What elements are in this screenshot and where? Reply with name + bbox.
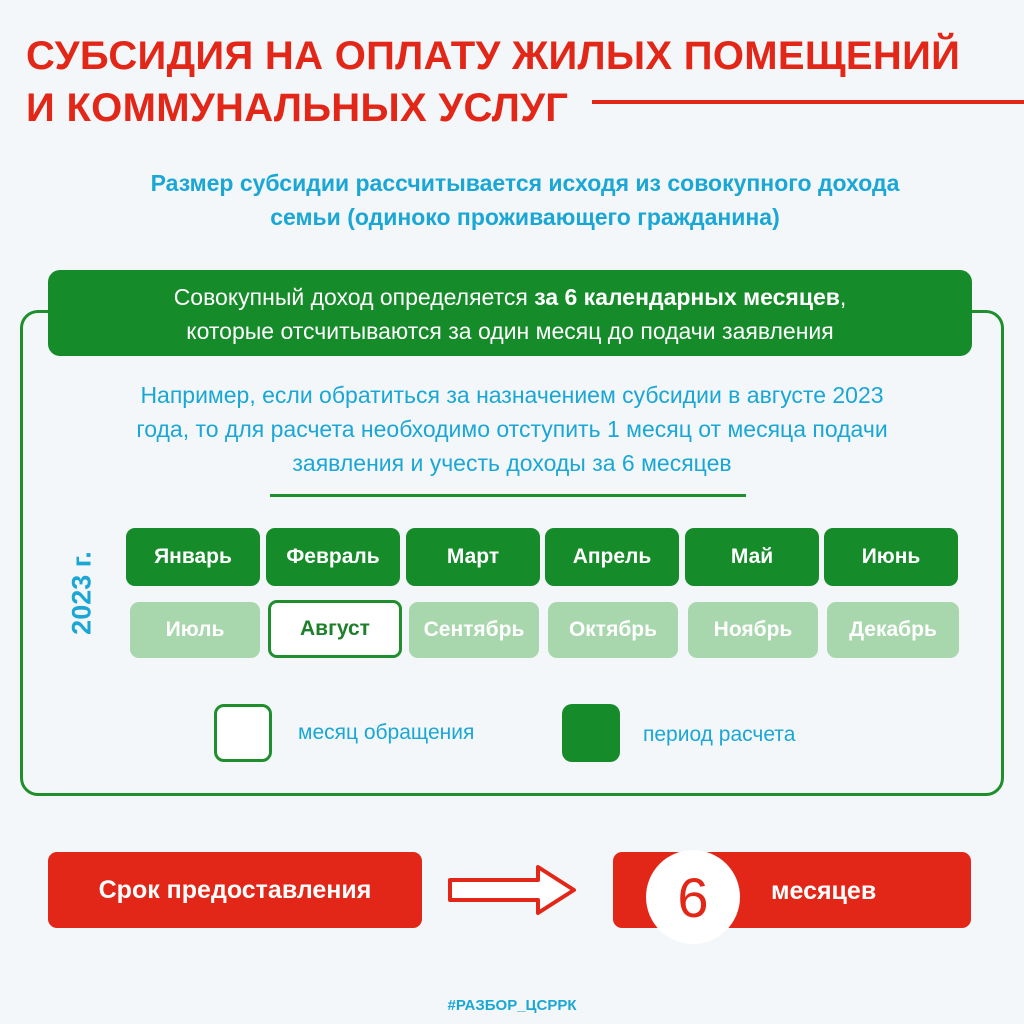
divider (270, 494, 746, 497)
legend-period-label: период расчета (643, 723, 796, 746)
example-line-3: заявления и учесть доходы за 6 месяцев (292, 450, 732, 476)
subtitle-line-1: Размер субсидии рассчитывается исходя из совокупного дохода (150, 170, 900, 196)
legend-period-swatch (562, 704, 620, 762)
income-banner (48, 270, 972, 356)
banner-text-bold: за 6 календарных месяцев (534, 284, 840, 310)
month-may: Май (685, 528, 819, 586)
banner-text-after: , (839, 284, 847, 310)
month-february: Февраль (266, 528, 400, 586)
month-july: Июль (130, 602, 260, 658)
month-september: Сентябрь (409, 602, 539, 658)
banner-line-2: которые отсчитываются за один месяц до подачи заявления (186, 318, 834, 344)
term-label-box: Срок предоставления (48, 852, 422, 928)
example-text (40, 378, 984, 480)
month-march: Март (406, 528, 540, 586)
term-number: 6 (646, 850, 740, 944)
title-line-1: СУБСИДИЯ НА ОПЛАТУ ЖИЛЫХ ПОМЕЩЕНИЙ (26, 34, 961, 78)
subtitle-line-2: семьи (одиноко проживающего гражданина) (270, 204, 780, 230)
legend-apply-label: месяц обращения (298, 721, 475, 744)
example-line-2: года, то для расчета необходимо отступить 1 месяц от месяца подачи (136, 416, 888, 442)
title-underline (592, 100, 1024, 104)
month-june: Июнь (824, 528, 958, 586)
legend-apply-swatch (214, 704, 272, 762)
year-label: 2023 г. (66, 551, 97, 635)
month-august: Август (268, 600, 402, 658)
page-title (26, 30, 960, 134)
month-january: Январь (126, 528, 260, 586)
month-april: Апрель (545, 528, 679, 586)
banner-text-before: Совокупный доход определяется (173, 284, 535, 310)
arrow-right-icon (446, 862, 580, 918)
subtitle (40, 166, 1010, 234)
example-line-1: Например, если обратиться за назначением субсидии в августе 2023 (140, 382, 884, 408)
title-line-2: И КОММУНАЛЬНЫХ УСЛУГ (26, 86, 569, 130)
month-november: Ноябрь (688, 602, 818, 658)
month-december: Декабрь (827, 602, 959, 658)
term-unit: месяцев (771, 877, 877, 905)
footer-hashtag: #РАЗБОР_ЦСРРК (447, 997, 577, 1014)
month-october: Октябрь (548, 602, 678, 658)
